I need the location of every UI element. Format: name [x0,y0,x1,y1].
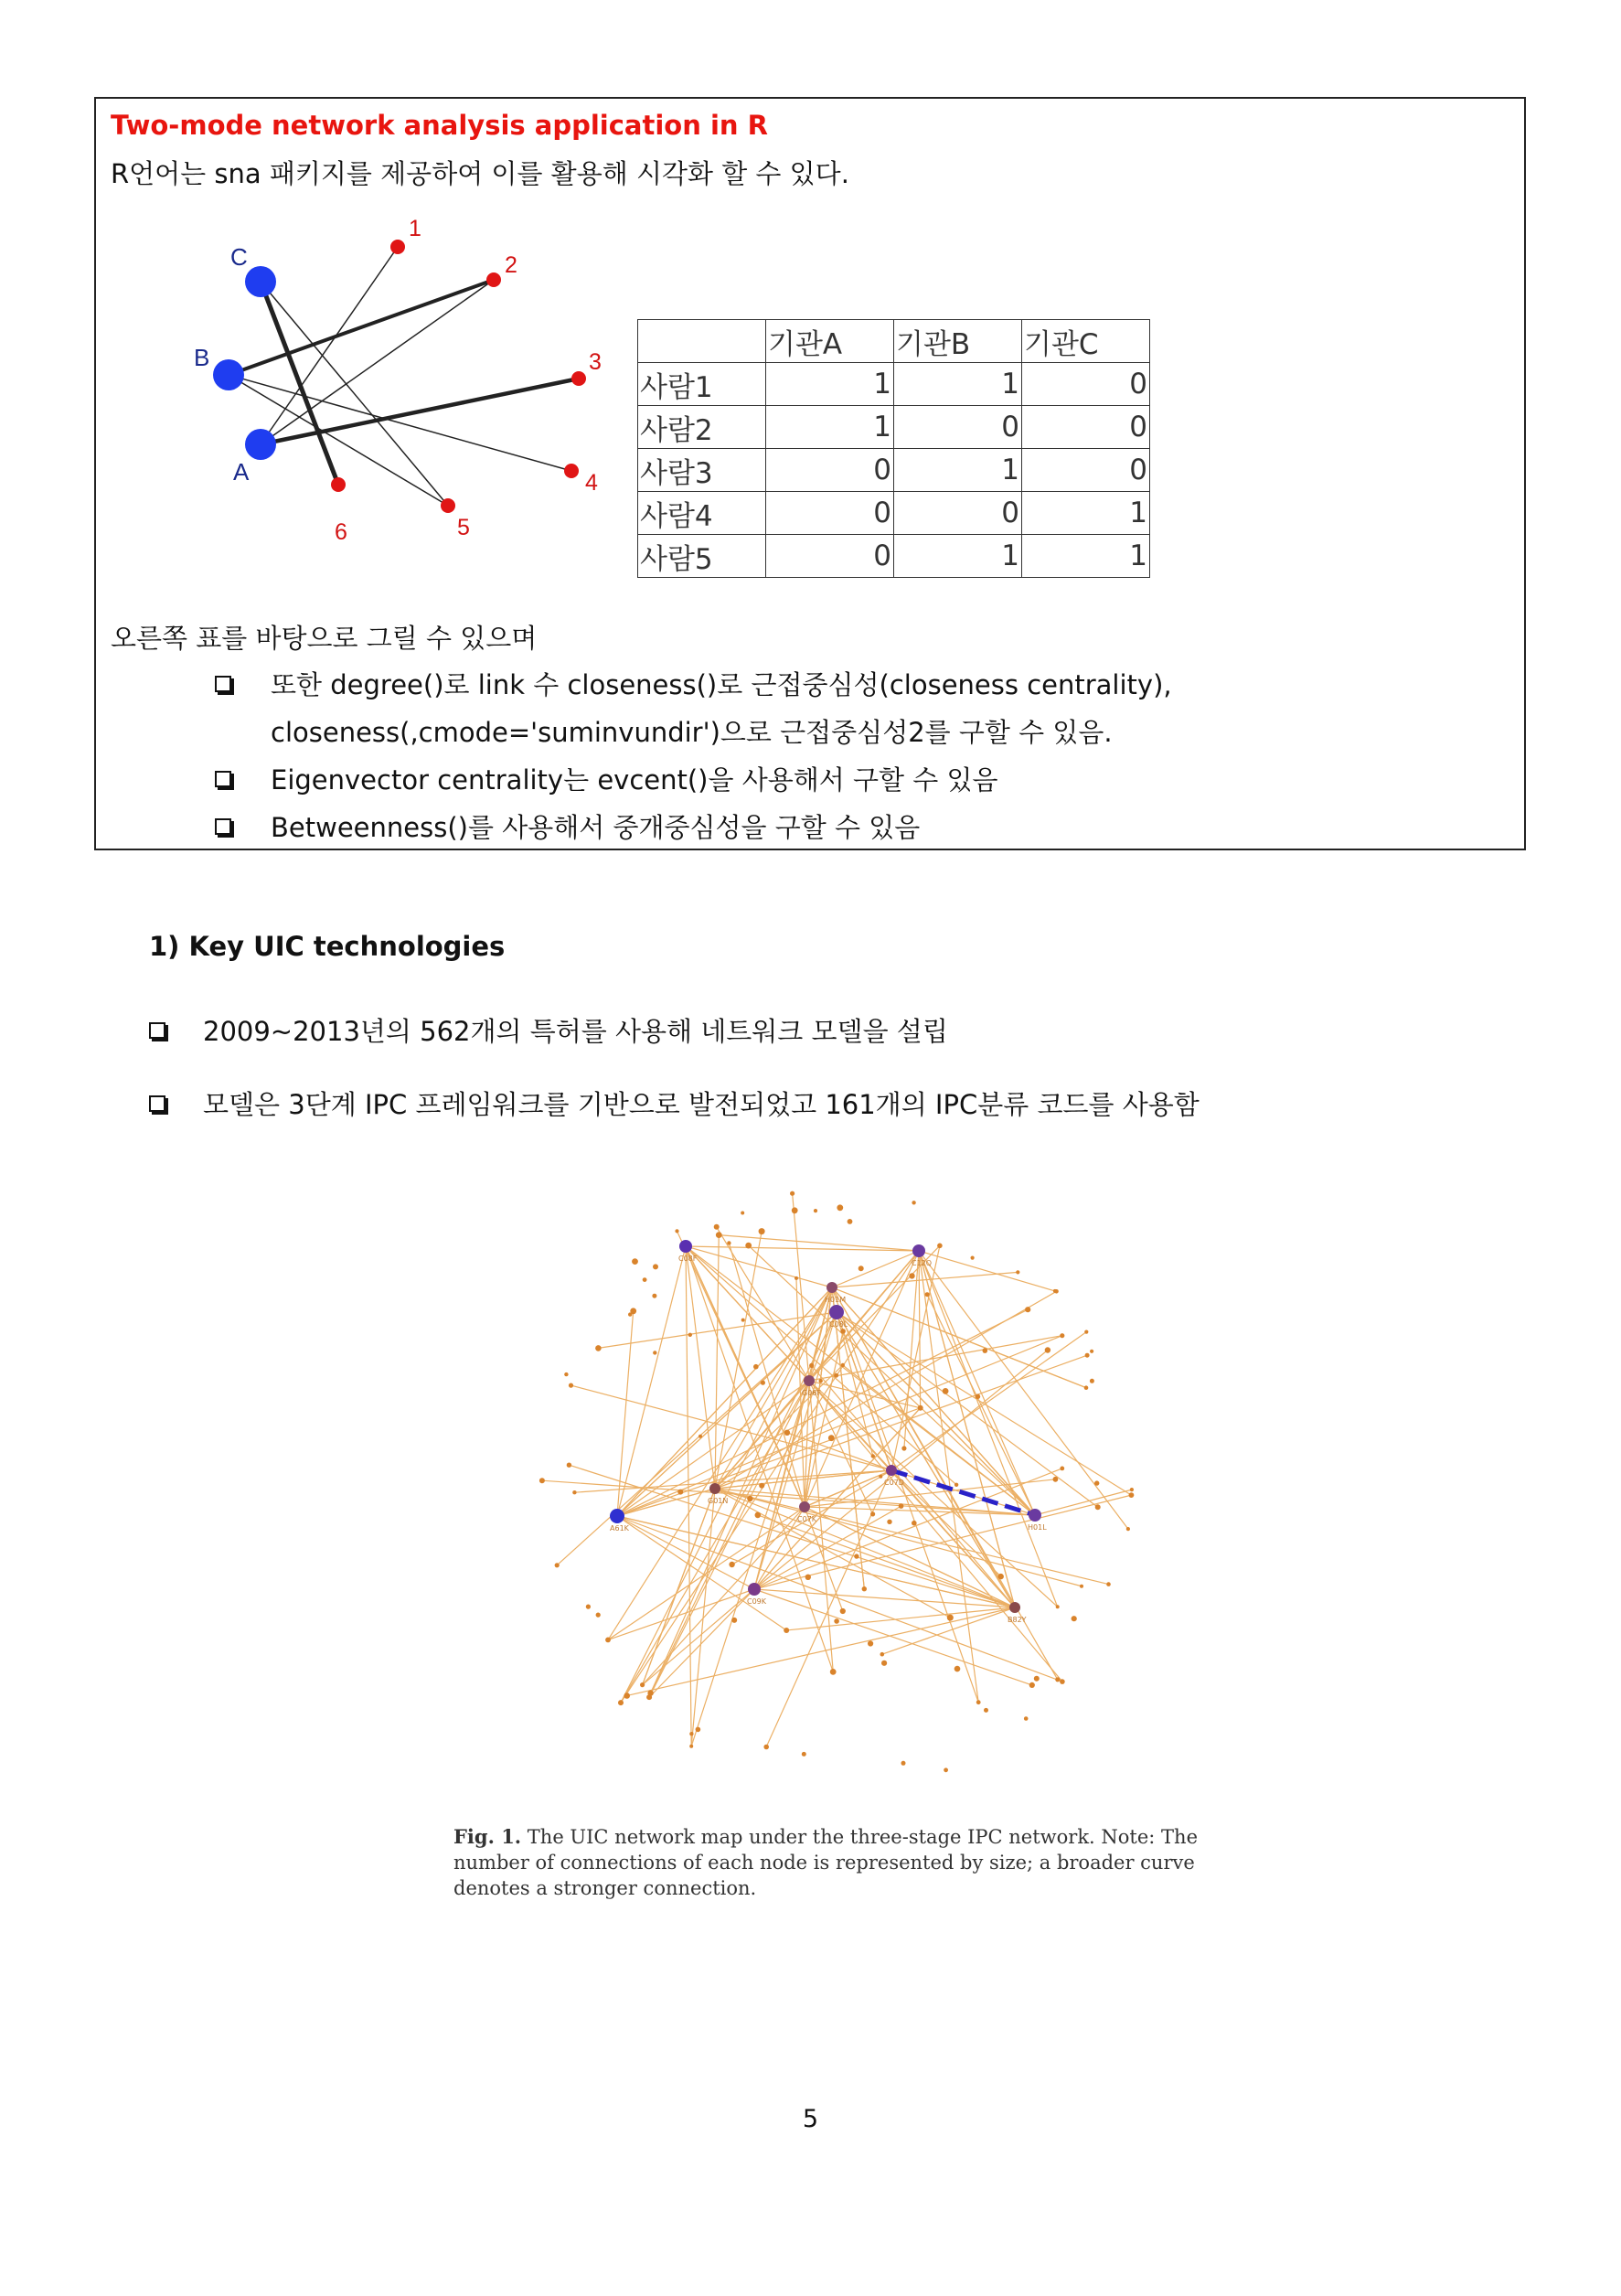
network-node [1024,1716,1029,1721]
network-node-label: H01L [1028,1523,1047,1532]
network-node [792,1207,798,1213]
network-node [862,1586,867,1591]
matrix-row [638,363,1150,406]
network-node [677,1490,683,1495]
network-node [837,1204,843,1211]
network-node [947,1615,954,1621]
list-item: Eigenvector centrality는 evcent()을 사용해서 구할 수 있음 [215,756,1513,804]
person-label-6: 6 [335,519,347,545]
network-edge [627,1607,1015,1695]
network-node [652,1294,656,1298]
person-label-3: 3 [589,349,602,375]
network-node-label: G06F [802,1389,821,1397]
matrix-row [638,406,1150,449]
row-header: 사람5 [638,535,766,578]
network-node [1060,1467,1064,1471]
network-node [1056,1605,1060,1608]
network-node [805,1575,811,1580]
network-node [688,1333,692,1337]
network-node [653,1351,656,1354]
checkbox-bullet-icon [215,818,231,835]
row-header: 사람4 [638,492,766,535]
network-node [727,1241,731,1244]
network-hub-node [912,1244,925,1257]
network-node [675,1229,678,1233]
network-node [1090,1379,1094,1383]
network-hub-node [886,1465,897,1476]
person-node-2 [486,272,501,287]
network-node [1054,1289,1059,1294]
list-item: 또한 degree()로 link 수 closeness()로 근접중심성(closeness centrality), closeness(,cmode='suminvundir')으로 근접중심성2를 구할 수 있음. [215,661,1513,756]
network-node [753,1364,759,1370]
network-node [1094,1480,1099,1485]
network-node [696,1727,701,1733]
network-node-label: C08L [829,1320,848,1329]
caption-label: Fig. 1. [453,1825,522,1848]
network-edge [608,1287,832,1639]
network-node-label: H01M [825,1296,847,1304]
person-node-3 [571,371,586,386]
two-mode-network-graph [146,199,677,583]
network-node [643,1277,647,1282]
matrix-header-row [638,320,1150,363]
person-node-1 [390,240,405,254]
network-node [640,1682,645,1687]
network-node [814,1209,817,1212]
network-node [834,1373,838,1378]
network-node [971,1256,975,1260]
person-label-5: 5 [457,515,470,540]
network-node [887,1520,891,1524]
row-header: 사람3 [638,449,766,492]
section-bullet-list [149,995,1200,1141]
network-node [795,1276,798,1280]
network-node [1034,1676,1040,1682]
network-node [714,1224,720,1230]
network-node [555,1563,560,1567]
network-node [632,1258,638,1265]
network-edge [608,1589,754,1639]
network-edge [919,1251,1058,1607]
network-node [809,1363,814,1368]
network-node [984,1708,988,1713]
network-edge [621,1251,919,1703]
network-node [763,1745,769,1750]
edge [261,247,398,444]
network-node [976,1700,981,1704]
col-header: 기관A [766,320,894,363]
network-node [784,1430,790,1436]
network-node [624,1693,630,1699]
network-node [755,1512,762,1519]
network-node [909,1273,914,1278]
network-node [834,1618,839,1624]
network-node [731,1618,737,1623]
network-hub-node [829,1305,844,1319]
network-node-label: C12Q [912,1259,933,1267]
affiliation-matrix [637,319,1150,578]
network-edge [805,1507,1035,1515]
network-edge [691,1489,715,1746]
network-node [901,1446,906,1450]
network-hub-node [1009,1602,1020,1613]
network-node [564,1372,568,1376]
network-node [689,1745,693,1748]
caption-text: The UIC network map under the three-stage IPC network. Note: The number of connections of each node is represented by size; a broader curve denotes a stronger connection. [453,1826,1198,1899]
network-node [1025,1307,1030,1312]
list-item: 모델은 3단계 IPC 프레임워크를 기반으로 발전되었고 161개의 IPC분류 코드를 사용함 [149,1068,1200,1141]
network-node [1085,1353,1090,1358]
checkbox-bullet-icon [149,1095,165,1112]
network-node [841,1363,845,1367]
matrix-corner [638,320,766,363]
network-node [1095,1504,1101,1510]
org-label-a: A [233,458,250,486]
matrix-cell: 0 [766,449,894,492]
network-hub-node [826,1282,837,1293]
network-edge [621,1287,832,1703]
network-node [1016,1270,1019,1274]
network-edge [717,1227,809,1381]
network-hub-node [610,1509,624,1523]
network-node [784,1628,789,1633]
network-hub-node [799,1501,810,1512]
org-label-c: C [230,243,248,271]
network-node [925,1292,930,1297]
network-node [858,1265,864,1271]
network-edge [919,1251,1055,1291]
network-node [944,1767,948,1772]
network-node [901,1761,906,1766]
network-node [1053,1477,1059,1482]
network-node [646,1694,652,1700]
network-node-label: B82Y [1008,1616,1027,1624]
network-node [943,1388,949,1394]
network-edge [715,1355,1087,1489]
network-node [976,1394,981,1400]
list-item: Betweenness()를 사용해서 중개중심성을 구할 수 있음 [215,804,1513,851]
org-label-b: B [194,344,210,371]
network-node [830,1669,837,1675]
person-node-6 [331,477,346,492]
network-node [871,1454,875,1458]
matrix-cell: 0 [894,406,1022,449]
network-node [716,1232,722,1238]
org-node-a [245,429,276,460]
network-node [1072,1616,1077,1621]
network-node [912,1521,917,1526]
org-node-c [245,266,276,297]
network-node [1055,1677,1060,1682]
network-node [596,1613,601,1618]
network-node [759,1483,764,1489]
matrix-cell: 0 [766,535,894,578]
network-node [819,1379,823,1383]
box-summary: 오른쪽 표를 바탕으로 그릴 수 있으며 [111,623,538,654]
network-node [840,1608,846,1614]
network-node [759,1228,765,1234]
page-number: 5 [802,2105,819,2133]
person-node-4 [564,464,579,478]
network-node-label: C07K [797,1515,817,1523]
network-node [881,1661,887,1666]
network-node [854,1554,858,1558]
network-node [870,1511,875,1516]
matrix-cell: 0 [1022,363,1150,406]
matrix-cell: 0 [1022,406,1150,449]
network-node [880,1652,885,1657]
network-node-label: C09K [747,1597,767,1606]
network-node [1029,1682,1035,1688]
person-label-1: 1 [409,216,421,241]
network-edge [1035,1490,1132,1515]
r-application-box [94,97,1526,850]
network-node [1080,1585,1083,1588]
network-node [747,1496,752,1501]
matrix-cell: 0 [1022,449,1150,492]
network-node [586,1605,591,1609]
matrix-cell: 1 [1022,492,1150,535]
network-edge [643,1489,715,1685]
col-header: 기관B [894,320,1022,363]
network-hub-node [1029,1509,1041,1522]
network-edge [649,1589,754,1697]
list-item: 2009~2013년의 562개의 특허를 사용해 네트워크 모델을 설립 [149,995,1200,1068]
matrix-row [638,449,1150,492]
network-node [899,1503,904,1509]
network-node [840,1329,846,1334]
network-node [983,1348,988,1353]
matrix-cell: 0 [766,492,894,535]
network-node [630,1308,636,1314]
figure-caption [453,1824,1249,1901]
checkbox-bullet-icon [149,1022,165,1039]
matrix-cell: 1 [894,363,1022,406]
network-node [848,1219,853,1224]
network-hub-node [748,1583,761,1596]
matrix-row [638,492,1150,535]
person-node-5 [441,498,455,513]
network-node [569,1383,573,1388]
network-node [1130,1488,1134,1491]
network-node [699,1435,702,1438]
network-node [879,1475,882,1479]
network-node [828,1435,835,1441]
network-node [1045,1347,1050,1352]
network-node-label: G01N [708,1497,729,1505]
edge [261,282,448,506]
network-node [954,1483,958,1487]
network-node [1090,1350,1093,1353]
network-node [761,1381,765,1385]
network-node [605,1638,611,1643]
checkbox-bullet-icon [215,676,231,692]
network-edge [621,1381,809,1703]
network-node [790,1191,795,1196]
network-edge [643,1507,805,1685]
network-node [912,1201,915,1204]
network-hub-node [804,1375,815,1386]
network-edge [837,1312,1098,1507]
network-node [1084,1330,1088,1334]
network-node [868,1640,873,1646]
network-edge [617,1408,921,1516]
matrix-cell: 1 [1022,535,1150,578]
network-node [572,1490,576,1494]
network-node [595,1345,602,1351]
uic-network-map [503,1159,1159,1820]
network-hub-node [679,1240,692,1253]
matrix-row [638,535,1150,578]
network-node [918,1405,923,1411]
network-node [539,1478,545,1483]
person-label-4: 4 [585,470,598,496]
box-intro: R언어는 sna 패키지를 제공하여 이를 활용해 시각화 할 수 있다. [111,158,849,189]
network-node [741,1212,744,1215]
network-edge [686,1246,832,1287]
row-header: 사람1 [638,363,766,406]
matrix-cell: 1 [894,449,1022,492]
matrix-cell: 1 [766,406,894,449]
network-edge [617,1516,754,1589]
network-edge [651,1312,837,1693]
network-node [998,1574,1004,1579]
box-title: Two-mode network analysis application in R [111,110,768,141]
network-node [653,1264,658,1269]
network-node [567,1463,571,1468]
org-node-b [213,359,244,390]
network-node-label: C08F [678,1255,698,1263]
network-node [1126,1527,1130,1531]
function-bullet-list [215,661,1513,851]
matrix-cell: 0 [894,492,1022,535]
network-node [1084,1385,1089,1390]
network-hub-node [709,1483,720,1494]
network-node [729,1562,734,1567]
network-node [802,1752,806,1757]
network-node [689,1732,693,1735]
checkbox-bullet-icon [215,771,231,787]
network-node [1060,1679,1065,1684]
col-header: 기관C [1022,320,1150,363]
network-node [745,1243,752,1249]
network-node [741,1319,745,1322]
section-heading: 1) Key UIC technologies [149,931,506,962]
network-node [1106,1582,1111,1586]
network-edge [617,1516,786,1630]
network-edge [793,1193,809,1381]
network-edge [754,1589,1032,1685]
network-node [618,1700,624,1705]
network-node-label: A61K [610,1524,629,1532]
network-node [1129,1492,1135,1498]
network-node-label: C07D [884,1479,904,1487]
network-node [954,1666,961,1672]
person-label-2: 2 [505,252,517,278]
matrix-cell: 1 [894,535,1022,578]
matrix-cell: 1 [766,363,894,406]
row-header: 사람2 [638,406,766,449]
network-node [1060,1333,1064,1338]
network-node [937,1244,943,1249]
